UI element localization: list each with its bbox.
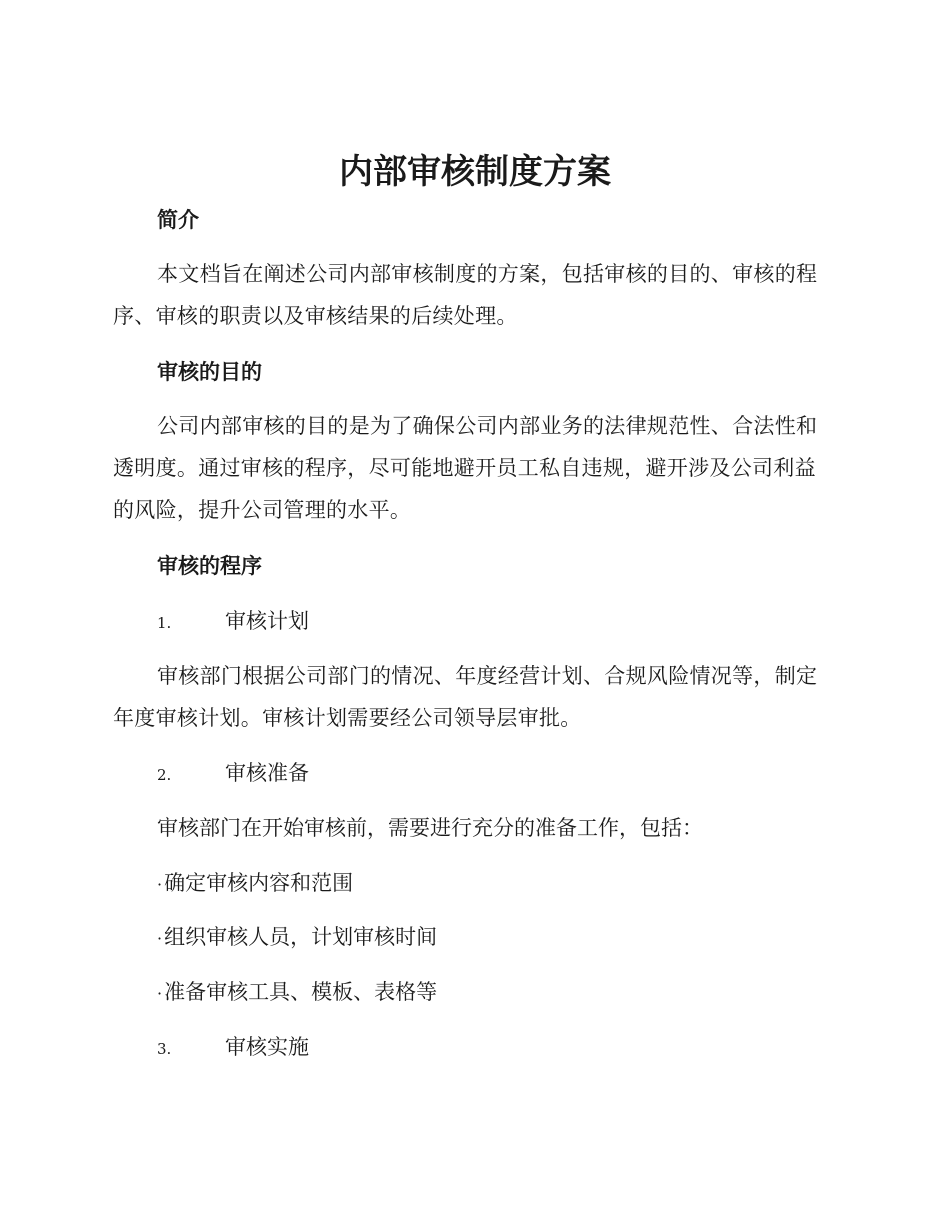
step-3 (157, 1033, 309, 1063)
bullet-text: 准备审核工具、模板、表格等 (164, 980, 438, 1004)
heading-purpose: 审核的目的 (157, 360, 262, 384)
bullet-text: 组织审核人员，计划审核时间 (164, 925, 438, 949)
step-2-label: 审核准备 (225, 761, 309, 785)
step-1-number: 1. (157, 614, 172, 632)
bullet-item (157, 869, 353, 899)
document-title: 内部审核制度方案 (339, 152, 611, 192)
heading-intro: 简介 (157, 208, 199, 232)
bullet-item (157, 923, 437, 953)
intro-paragraph: 本文档旨在阐述公司内部审核制度的方案，包括审核的目的、审核的程序、审核的职责以及审核结果的后续处理。 (113, 262, 818, 328)
bullet-dot: · (157, 984, 163, 1003)
step-2-paragraph: 审核部门在开始审核前，需要进行充分的准备工作，包括： (157, 816, 703, 840)
step-2-number: 2. (157, 766, 172, 784)
step-3-number: 3. (157, 1040, 172, 1058)
bullet-item (157, 978, 437, 1008)
step-1-paragraph: 审核部门根据公司部门的情况、年度经营计划、合规风险情况等，制定年度审核计划。审核计划需要经公司领导层审批。 (113, 664, 818, 730)
bullet-dot: · (157, 929, 163, 948)
step-1 (157, 607, 309, 637)
step-2 (157, 759, 309, 789)
bullet-text: 确定审核内容和范围 (164, 871, 354, 895)
step-3-label: 审核实施 (225, 1035, 309, 1059)
purpose-paragraph: 公司内部审核的目的是为了确保公司内部业务的法律规范性、合法性和透明度。通过审核的程序，尽可能地避开员工私自违规，避开涉及公司利益的风险，提升公司管理的水平。 (113, 414, 818, 522)
heading-procedure: 审核的程序 (157, 554, 262, 578)
step-1-label: 审核计划 (225, 609, 309, 633)
bullet-dot: · (157, 875, 163, 894)
